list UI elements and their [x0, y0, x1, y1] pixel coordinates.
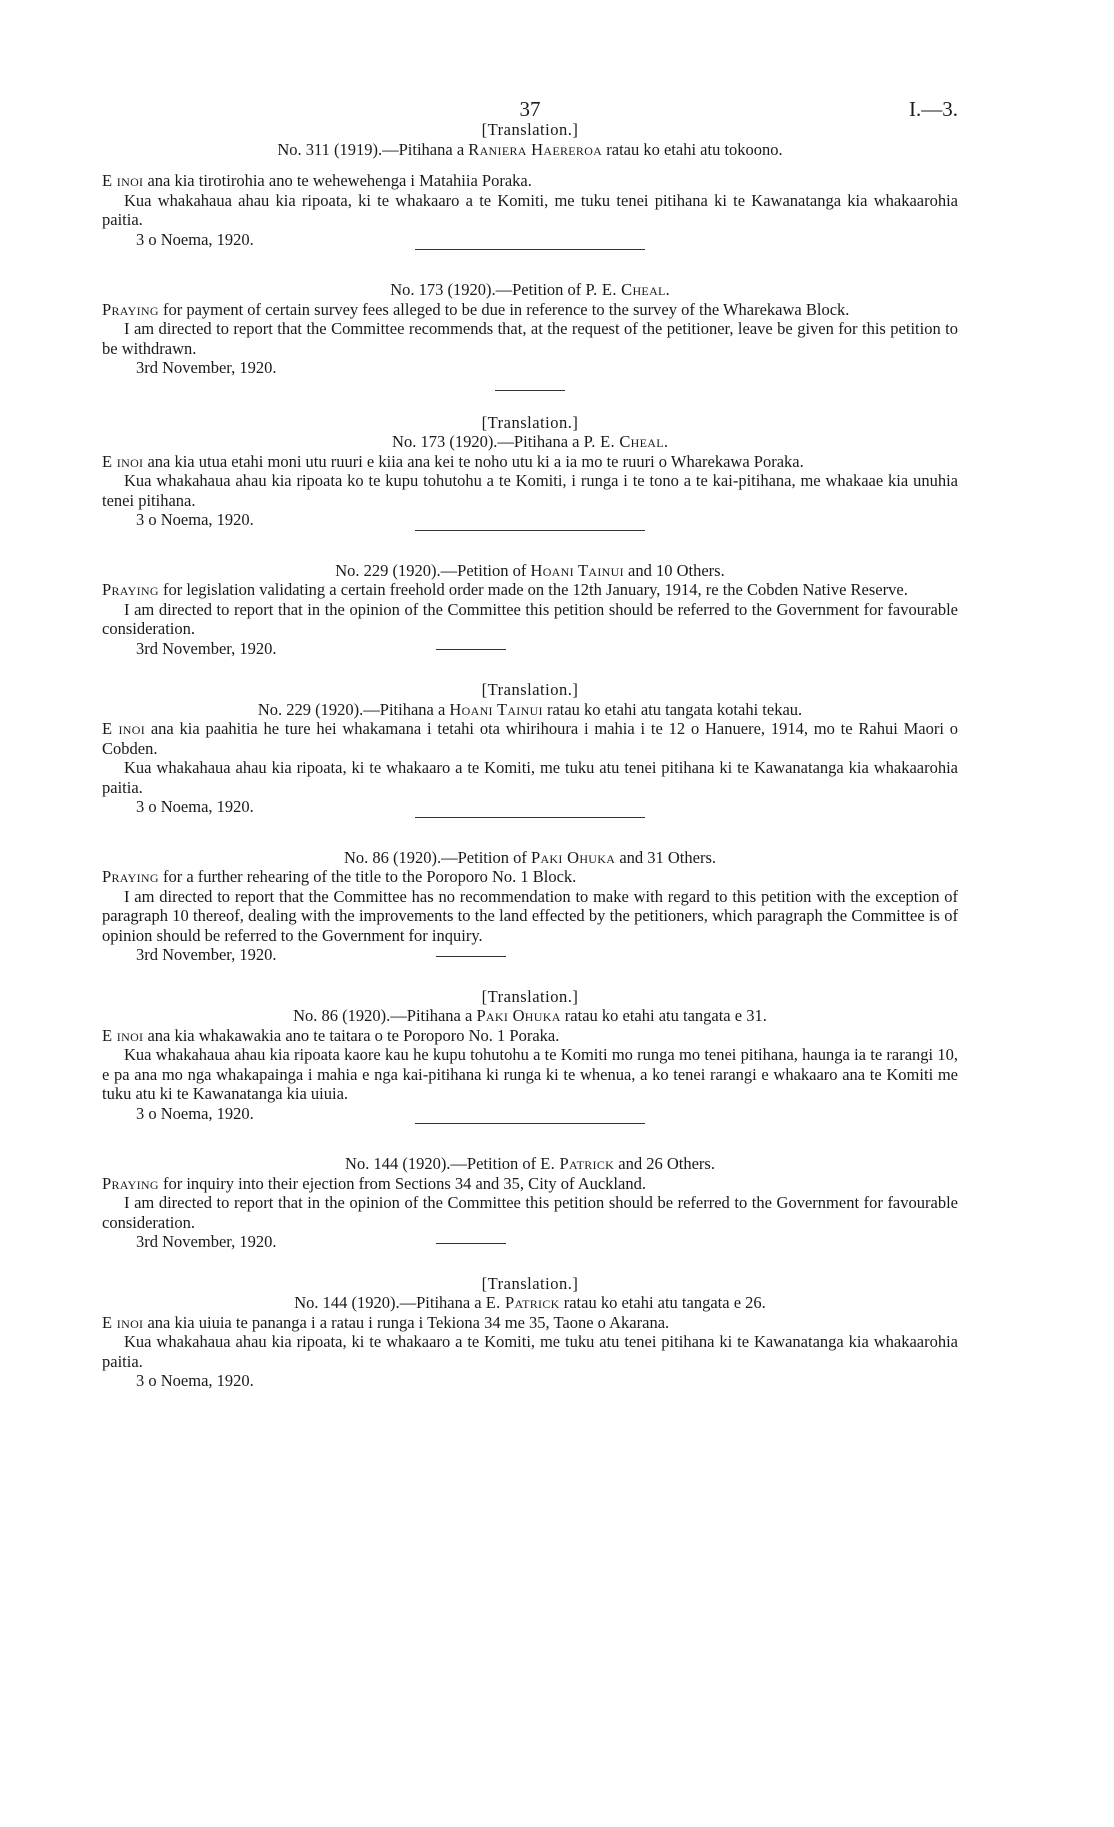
prayer-paragraph: [102, 719, 958, 758]
report-date-text: 3rd November, 1920.: [136, 945, 277, 964]
petitioner-name: Raniera Haereroa: [468, 139, 603, 159]
petition-144: [102, 1154, 958, 1252]
report-paragraph: I am directed to report that in the opinion of the Committee this petition should be referred to the Government for favourable consideration.: [102, 599, 958, 638]
document-page: [102, 0, 958, 1391]
section-divider: [436, 1243, 506, 1244]
petition-title: [102, 848, 958, 868]
prayer-paragraph: [102, 1174, 958, 1194]
report-date: 3 o Noema, 1920.: [136, 229, 254, 249]
report-date: [136, 639, 958, 659]
prayer-text: ana kia utua etahi moni utu ruuri e kiia ana kei te noho utu ki a ia mo te ruuri o Wharekawa Poraka.: [143, 451, 804, 471]
title-suffix: and 10 Others.: [623, 560, 725, 580]
title-prefix: No. 86 (1920).—Pitihana a: [293, 1006, 477, 1025]
petition-229: [102, 561, 958, 659]
petition-86: [102, 848, 958, 965]
report-date: 3 o Noema, 1920.: [136, 1103, 254, 1123]
petitioner-name: Hoani Tainui: [449, 699, 543, 719]
report-paragraph: I am directed to report that the Committee has no recommendation to make with regard to this petition with the exception of paragraph 10 thereof, dealing with the improvements to the land effected by the petitioners, which paragraph the Committee is of opinion should be referred to the Government for inquiry.: [102, 886, 958, 945]
title-prefix: No. 86 (1920).—Petition of: [343, 847, 531, 867]
petitioner-name: E. Patrick: [540, 1154, 615, 1173]
petition-144-translation: [102, 1274, 958, 1391]
report-date-text: 3rd November, 1920.: [136, 1232, 277, 1251]
prayer-paragraph: [102, 300, 958, 320]
prayer-paragraph: [102, 171, 958, 191]
title-prefix: No. 173 (1920).—Petition of: [390, 280, 586, 299]
report-date: 3 o Noema, 1920.: [136, 1371, 254, 1390]
page-number: 37: [519, 97, 541, 121]
prayer-paragraph: [102, 1313, 958, 1333]
petition-173-translation: [102, 413, 958, 531]
petition-86-translation: [102, 987, 958, 1125]
petition-title: [102, 561, 958, 581]
report-date: 3 o Noema, 1920.: [136, 797, 254, 816]
prayer-lead: Praying: [102, 299, 159, 319]
report-date: [136, 945, 958, 965]
prayer-lead: Praying: [102, 1173, 159, 1193]
petition-title: [102, 1006, 958, 1026]
petitioner-name: Hoani Tainui: [530, 560, 624, 580]
prayer-text: for payment of certain survey fees alleged to be due in reference to the survey of the Wharekawa Block.: [158, 299, 850, 319]
petitioner-name: E. Patrick: [485, 1293, 560, 1312]
report-paragraph: Kua whakahaua ahau kia ripoata, ki te whakaaro a te Komiti, me tuku atu tenei pitihana ki te Kawanatanga kia whakaarohia paitia.: [102, 1332, 958, 1371]
petition-title: [102, 700, 958, 720]
prayer-text: ana kia uiuia te pananga i a ratau i runga i Tekiona 34 me 35, Taone o Akarana.: [143, 1312, 670, 1332]
title-suffix: ratau ko etahi atu tangata e 31.: [560, 1006, 767, 1025]
title-suffix: and 31 Others.: [615, 847, 717, 867]
title-suffix: ratau ko etahi atu tokoono.: [602, 139, 783, 159]
prayer-paragraph: [102, 867, 958, 887]
petition-title: [102, 1154, 958, 1174]
petition-title: [102, 140, 958, 160]
translation-label: [Translation.]: [481, 412, 579, 432]
report-paragraph: Kua whakahaua ahau kia ripoata, ki te whakaaro a te Komiti, me tuku atu tenei pitihana ki te Kawanatanga kia whakaarohia paitia.: [102, 758, 958, 797]
title-prefix: No. 144 (1920).—Petition of: [345, 1154, 541, 1173]
title-suffix: ratau ko etahi atu tangata kotahi tekau.: [542, 699, 803, 719]
report-date: 3 o Noema, 1920.: [136, 510, 254, 529]
translation-label: [Translation.]: [481, 680, 579, 699]
report-date: 3rd November, 1920.: [136, 358, 277, 377]
report-date: [136, 1232, 958, 1252]
petition-title: [102, 1293, 958, 1313]
prayer-paragraph: [102, 580, 958, 600]
prayer-paragraph: [102, 1026, 958, 1046]
translation-label: [Translation.]: [481, 120, 579, 139]
prayer-text: for a further rehearing of the title to the Poroporo No. 1 Block.: [158, 867, 577, 886]
title-prefix: No. 173 (1920).—Pitihana a: [392, 432, 584, 451]
title-suffix: and 26 Others.: [614, 1154, 715, 1173]
petition-173: [102, 280, 958, 391]
prayer-text: ana kia paahitia he ture hei whakamana i tetahi ota whirihoura i mahia i te 12 o Hanuere, 1914, mo te Rahui Maori o Cobden.: [102, 719, 958, 758]
translation-label: [Translation.]: [481, 986, 579, 1006]
title-suffix: ratau ko etahi atu tangata e 26.: [559, 1293, 766, 1312]
report-paragraph: I am directed to report that the Committee recommends that, at the request of the petitioner, leave be given for this petition to be withdrawn.: [102, 319, 958, 358]
report-paragraph: I am directed to report that in the opinion of the Committee this petition should be referred to the Government for favourable consideration.: [102, 1193, 958, 1232]
petitioner-name: P. E. Cheal: [585, 280, 666, 299]
petitioner-name: Paki Ohuka: [530, 847, 616, 867]
title-prefix: No. 229 (1920).—Pitihana a: [257, 699, 450, 719]
prayer-lead: E inoi: [102, 719, 146, 738]
prayer-lead: E inoi: [102, 451, 144, 471]
report-date-text: 3rd November, 1920.: [136, 638, 277, 658]
prayer-lead: E inoi: [102, 1025, 144, 1045]
petition-229-translation: [102, 680, 958, 818]
title-prefix: No. 311 (1919).—Pitihana a: [277, 139, 469, 159]
petition-title: [102, 432, 958, 452]
petitioner-name: Paki Ohuka: [476, 1006, 561, 1025]
prayer-lead: E inoi: [102, 171, 144, 190]
prayer-lead: Praying: [102, 580, 159, 599]
petition-title: [102, 280, 958, 300]
prayer-text: for inquiry into their ejection from Sections 34 and 35, City of Auckland.: [158, 1173, 646, 1193]
title-suffix: .: [663, 432, 668, 451]
translation-label: [Translation.]: [481, 1273, 579, 1293]
section-divider: [436, 956, 506, 957]
paper-reference: I.—3.: [909, 97, 958, 121]
section-divider: [436, 649, 506, 650]
prayer-paragraph: [102, 452, 958, 472]
prayer-text: ana kia whakawakia ano te taitara o te Poroporo No. 1 Poraka.: [143, 1025, 560, 1045]
prayer-lead: E inoi: [102, 1312, 144, 1332]
title-prefix: No. 144 (1920).—Pitihana a: [294, 1293, 486, 1312]
petition-311-translation: [102, 120, 958, 250]
report-paragraph: Kua whakahaua ahau kia ripoata ko te kupu tohutohu a te Komiti, i runga i te tono a te kai-pitihana, me whakaae kia unuhia tenei pitihana.: [102, 471, 958, 510]
report-paragraph: Kua whakahaua ahau kia ripoata kaore kau he kupu tohutohu a te Komiti mo runga mo tenei pitihana, haunga ia te rarangi 10, e pa ana mo nga whakapainga i mahia e nga kai-pitihana ki runga ki te whenua, a ko tenei rarangi e whakaaro ana te Komiti me tuku atu ki te Kawanatanga kia uiuia.: [102, 1045, 958, 1103]
report-paragraph: Kua whakahaua ahau kia ripoata, ki te whakaaro a te Komiti, me tuku tenei pitihana ki te Kawanatanga kia whakaarohia paitia.: [102, 190, 958, 229]
prayer-text: for legislation validating a certain freehold order made on the 12th January, 1914, re the Cobden Native Reserve.: [158, 580, 908, 599]
page-header: [102, 0, 958, 120]
petitioner-name: P. E. Cheal: [583, 432, 664, 451]
prayer-lead: Praying: [102, 867, 159, 886]
title-suffix: .: [665, 280, 670, 299]
title-prefix: No. 229 (1920).—Petition of: [335, 560, 531, 580]
prayer-text: ana kia tirotirohia ano te wehewehenga i Matahiia Poraka.: [143, 171, 532, 190]
